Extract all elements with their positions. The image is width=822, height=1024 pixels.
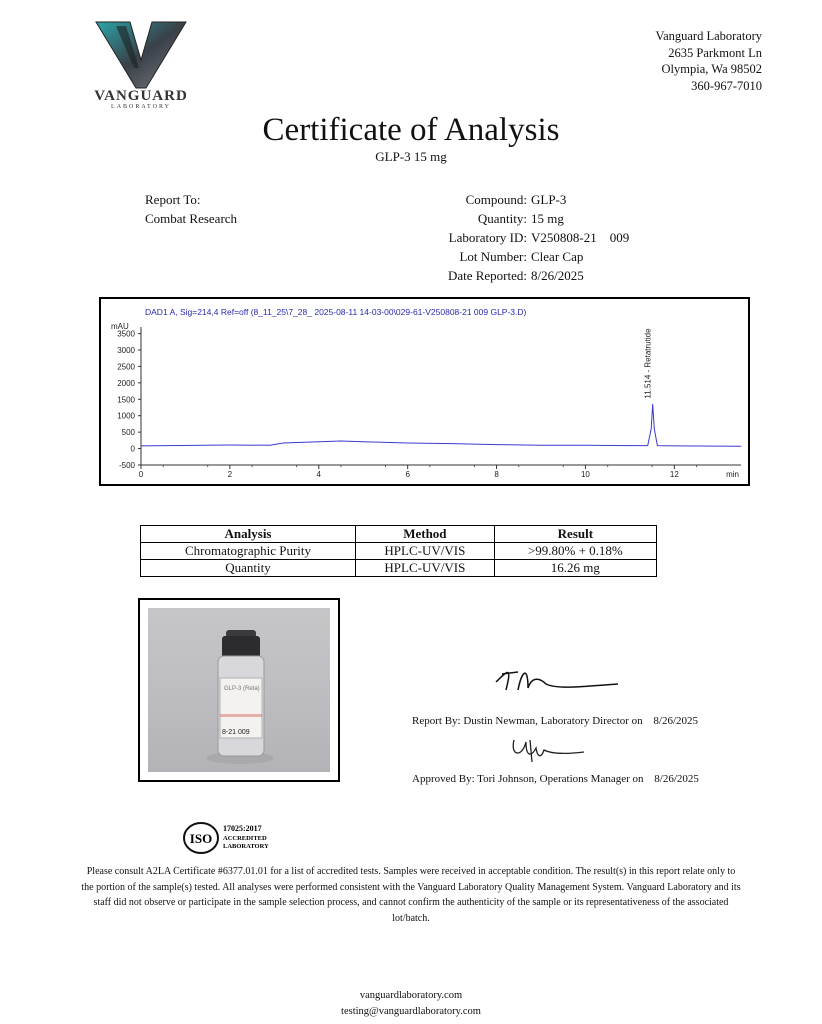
logo-wordmark: VANGUARD	[94, 88, 188, 104]
iso-mark: ISO	[189, 831, 213, 846]
info-row	[355, 190, 629, 209]
vanguard-logo	[86, 20, 196, 116]
data-point	[652, 404, 653, 405]
footer-website[interactable]: vanguardlaboratory.com	[359, 990, 463, 1001]
director-signature	[488, 660, 628, 700]
column-header: Analysis	[141, 526, 356, 543]
y-tick-label: 2500	[117, 362, 135, 372]
approved-by-line	[412, 773, 699, 785]
table-cell: 16.26 mg	[494, 560, 656, 577]
x-tick-label: 4	[316, 470, 322, 479]
logo-subtitle: LABORATORY	[111, 104, 171, 110]
info-row	[355, 247, 629, 266]
iso-logo-icon	[183, 821, 283, 855]
address-line: Olympia, Wa 98502	[661, 62, 762, 76]
y-tick-label: 1000	[117, 411, 135, 421]
table-row	[141, 543, 657, 560]
x-axis-label: min	[726, 470, 739, 479]
data-point	[654, 428, 655, 429]
report-to-label: Report To:	[145, 192, 201, 207]
table-cell: HPLC-UV/VIS	[356, 543, 495, 560]
footer-email[interactable]: testing@vanguardlaboratory.com	[341, 1006, 481, 1017]
iso-line1: ACCREDITED	[223, 835, 267, 842]
y-tick-label: 3000	[117, 346, 135, 355]
info-row	[355, 209, 629, 228]
chromatogram	[99, 297, 750, 486]
y-tick-label: 1500	[117, 395, 135, 405]
info-value: GLP-3	[531, 192, 567, 207]
chromatogram-trace	[141, 404, 741, 446]
v-emblem-icon	[86, 20, 196, 90]
x-tick-label: 10	[580, 470, 590, 479]
data-point	[741, 446, 742, 447]
data-point	[657, 445, 658, 446]
iso-accreditation-badge	[183, 821, 283, 855]
y-axis-label: mAU	[111, 322, 129, 331]
table-cell: Quantity	[141, 560, 356, 577]
approved-by-date: 8/26/2025	[654, 773, 699, 785]
x-tick-label: 6	[405, 470, 410, 479]
info-label: Lot Number:	[459, 249, 527, 264]
data-point	[674, 446, 675, 447]
report-by-text: Report By: Dustin Newman, Laboratory Director on	[412, 715, 643, 727]
lab-address	[655, 28, 762, 94]
data-point	[318, 441, 319, 442]
x-tick-label: 0	[138, 470, 144, 479]
report-by-date: 8/26/2025	[653, 715, 699, 727]
y-tick-label: -500	[118, 461, 135, 470]
info-value: V250808-21 009	[531, 230, 630, 245]
address-line: 360-967-7010	[691, 78, 762, 93]
sample-photo	[148, 608, 330, 772]
vial-image	[148, 608, 330, 772]
address-line: Vanguard Laboratory	[655, 29, 762, 43]
y-tick-label: 2000	[117, 378, 135, 388]
data-point	[283, 443, 284, 444]
report-by-line	[412, 715, 698, 727]
info-label: Date Reported:	[447, 268, 527, 283]
table-cell: Chromatographic Purity	[141, 543, 356, 560]
info-label: Compound:	[465, 192, 527, 207]
data-point	[363, 441, 364, 442]
disclaimer-text: Please consult A2LA Certificate #6377.01.01 for a list of accredited tests. Samples were received in acceptable condition. The result(s) in this report relate only to the portion of the sample(s) tested. All analyses were performed consistent with the Vanguard Laboratory Quality Management System. Vanguard Laboratory and its staff did not observe or participate in the sample selection process, and cannot confirm the authenticity of the sample or its representativeness of the associated lot/batch.	[81, 866, 741, 924]
iso-number: 17025:2017	[223, 824, 262, 833]
approved-by-text: Approved By: Tori Johnson, Operations Manager on	[412, 773, 644, 785]
data-point	[541, 445, 542, 446]
chromatogram-plot	[101, 299, 748, 484]
vial-label-id: 8-21 009	[222, 729, 250, 736]
data-point	[341, 441, 342, 442]
x-tick-label: 8	[494, 470, 499, 479]
results-table	[140, 525, 657, 577]
peak-label: 11.514 - Retatrutide	[643, 328, 653, 399]
page-subtitle: GLP-3 15 mg	[375, 149, 447, 164]
data-point	[141, 446, 142, 447]
column-header: Method	[356, 526, 495, 543]
info-value: 15 mg	[531, 211, 564, 226]
info-row	[355, 228, 629, 247]
data-point	[629, 445, 630, 446]
sample-photo-frame	[138, 598, 340, 782]
info-row	[355, 266, 629, 285]
data-point	[496, 444, 497, 445]
table-cell: HPLC-UV/VIS	[356, 560, 495, 577]
column-header: Result	[494, 526, 656, 543]
info-label: Quantity:	[477, 211, 527, 226]
chart-title: DAD1 A, Sig=214,4 Ref=off (8_11_25\7_28_ 2025-08-11 14-03-00\029-61-V250808-21 009 GLP-3.D)	[145, 307, 527, 317]
address-line: 2635 Parkmont Ln	[668, 45, 762, 60]
footer	[0, 988, 822, 1020]
info-label: Laboratory ID:	[448, 230, 527, 245]
y-tick-label: 0	[130, 444, 135, 454]
data-point	[229, 445, 230, 446]
table-cell: >99.80% + 0.18%	[494, 543, 656, 560]
table-row	[141, 560, 657, 577]
sample-info	[355, 190, 629, 285]
info-value: 8/26/2025	[531, 268, 584, 283]
report-to	[145, 190, 237, 228]
y-tick-label: 3500	[117, 329, 135, 339]
vial-label-name: GLP-3 (Reta)	[224, 686, 260, 692]
y-tick-label: 500	[121, 428, 135, 438]
manager-signature	[508, 734, 588, 764]
data-point	[452, 443, 453, 444]
data-point	[647, 445, 648, 446]
table-header-row	[141, 526, 657, 543]
data-point	[407, 443, 408, 444]
info-value: Clear Cap	[531, 249, 584, 264]
report-to-name: Combat Research	[145, 211, 238, 226]
page-title: Certificate of Analysis	[262, 112, 560, 148]
data-point	[651, 428, 652, 429]
data-point	[269, 445, 270, 446]
data-point	[585, 445, 586, 446]
x-tick-label: 2	[227, 470, 233, 479]
x-tick-label: 12	[669, 470, 679, 479]
iso-line2: LABORATORY	[223, 843, 269, 850]
